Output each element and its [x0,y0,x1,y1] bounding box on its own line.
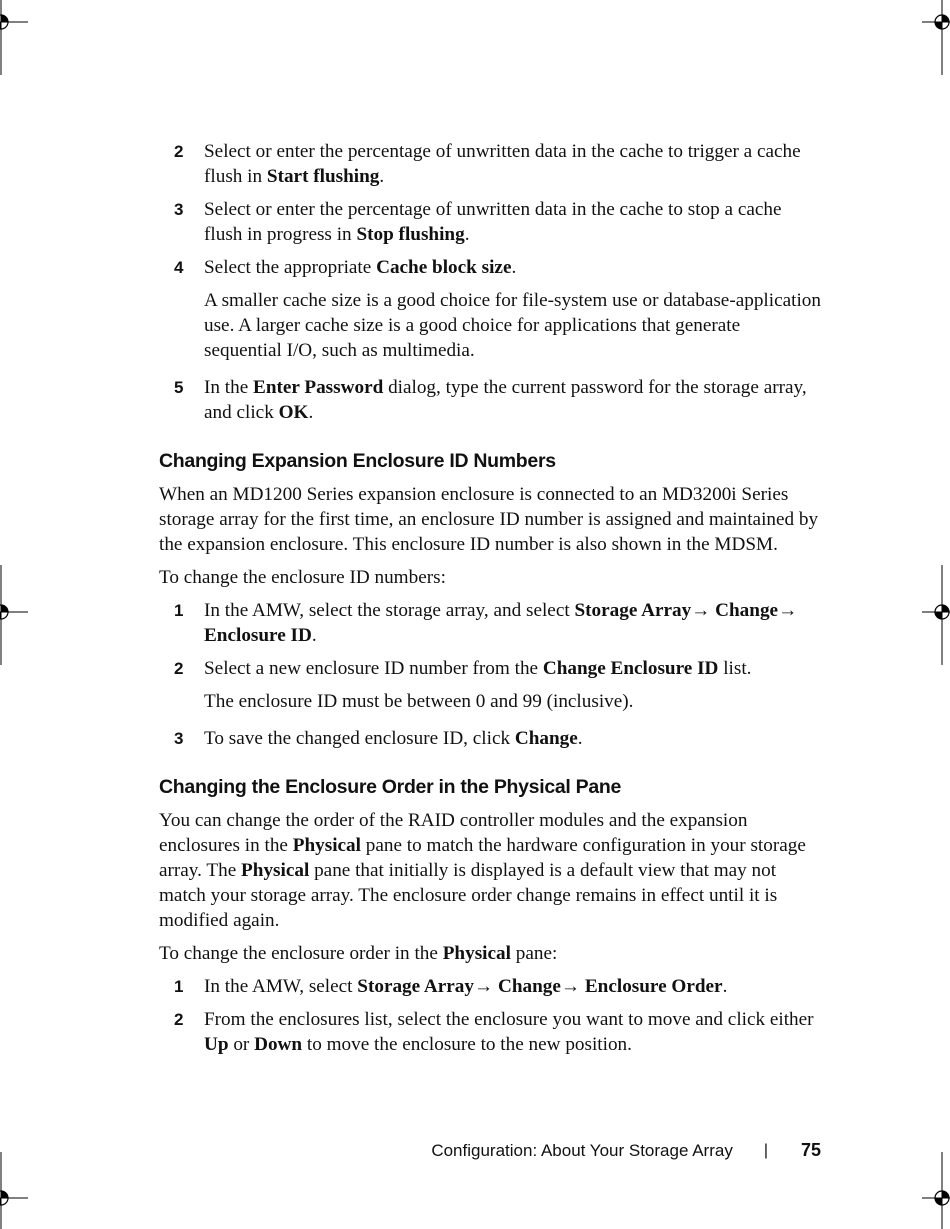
ui-term: Physical [292,835,361,856]
step-number: 2 [174,1010,184,1029]
ui-term: Enclosure ID [204,625,312,646]
registration-mark-mid-left [0,565,28,605]
ui-term: Start flushing [266,166,380,187]
step-item [159,974,821,999]
registration-mark-bottom-left [0,1152,28,1192]
step-text: To save the changed enclosure ID, click [204,728,515,749]
step-number: 2 [174,659,184,678]
step-item [159,255,821,280]
arrow-glyph: → [560,976,585,997]
ui-term: OK [278,402,309,423]
step-item [159,1007,821,1057]
ui-term: Enclosure Order [584,976,723,997]
step-number: 5 [174,378,184,397]
step-note: The enclosure ID must be between 0 and 99 (inclusive). [204,691,634,712]
paragraph [159,941,821,966]
registration-mark-top-left [0,0,28,40]
step-number: 1 [174,977,184,996]
step-item [159,726,821,751]
page-number: 75 [800,1140,821,1160]
step-text: . [722,976,728,997]
footer-separator: | [763,1141,768,1159]
step-number: 3 [174,729,184,748]
step-item [159,598,821,648]
page-body [159,139,821,1065]
step-text: From the enclosures list, select the enclosure you want to move and click either [204,1009,814,1030]
step-text: In the [204,377,254,398]
paragraph-text: You can change the order of the RAID controller modules and the expansion enclosures in the [159,810,748,856]
paragraph-text: pane that initially is displayed is a default view that may not match your storage array. The enclosure order change remains in effect until it is modified again. [159,860,778,931]
step-text: . [577,728,583,749]
ui-term: Change [497,976,561,997]
section-heading: Changing Expansion Enclosure ID Numbers [159,450,556,472]
paragraph-text: To change the enclosure order in the [159,943,443,964]
step-text: Select or enter the percentage of unwritten data in the cache to stop a cache flush in progress in [204,199,782,245]
step-text: or [228,1034,255,1055]
step-text: Select a new enclosure ID number from the [204,658,543,679]
paragraph: To change the enclosure ID numbers: [159,567,446,588]
step-number: 2 [174,142,184,161]
paragraph: When an MD1200 Series expansion enclosure is connected to an MD3200i Series storage array for the first time, an enclosure ID number is assigned and maintained by the expansion enclosure. This enclosure ID number is also shown in the MDSM. [159,484,819,555]
ui-term: Change [715,600,779,621]
footer-chapter-title: Configuration: About Your Storage Array [431,1140,733,1160]
step-text: . [511,257,517,278]
arrow-glyph: → [691,600,716,621]
step-text: . [308,402,314,423]
paragraph-text: pane: [510,943,558,964]
arrow-glyph: → [474,976,498,997]
paragraph-text: pane to match the hardware configuration in your storage array. The [159,835,806,881]
step-text: . [379,166,385,187]
step-note: A smaller cache size is a good choice for file-system use or database-application use. A larger cache size is a good choice for applications that generate sequential I/O, such as multimedia. [204,290,821,361]
registration-mark-bottom-right [922,1152,950,1192]
ui-term: Physical [442,943,511,964]
step-text: dialog, type the current password for the storage array, and click [204,377,807,423]
step-item [159,656,821,681]
step-number: 4 [174,258,184,277]
step-text: In the AMW, select the storage array, and select [204,600,575,621]
step-item [159,139,821,189]
step-item [159,375,821,425]
registration-mark-mid-right [922,565,950,605]
arrow-glyph: → [778,600,798,621]
page-footer [431,1140,821,1161]
step-text: list. [718,658,752,679]
step-text: . [464,224,470,245]
paragraph [159,808,821,933]
ui-term: Down [254,1034,303,1055]
ui-term: Enter Password [253,377,384,398]
step-text: to move the enclosure to the new position. [302,1034,632,1055]
step-text: In the AMW, select [204,976,358,997]
step-item [159,197,821,247]
step-number: 3 [174,200,184,219]
step-text: . [311,625,317,646]
step-number: 1 [174,601,184,620]
ui-term: Cache block size [376,257,512,278]
step-text: Select the appropriate [204,257,377,278]
ui-term: Up [204,1034,229,1055]
registration-mark-top-right [922,0,950,40]
section-heading: Changing the Enclosure Order in the Physical Pane [159,776,622,798]
step-text: Select or enter the percentage of unwritten data in the cache to trigger a cache flush in [204,141,801,187]
ui-term: Change Enclosure ID [542,658,719,679]
ui-term: Storage Array [357,976,474,997]
ui-term: Change [514,728,578,749]
ui-term: Storage Array [574,600,692,621]
ui-term: Physical [241,860,310,881]
ui-term: Stop flushing [356,224,465,245]
